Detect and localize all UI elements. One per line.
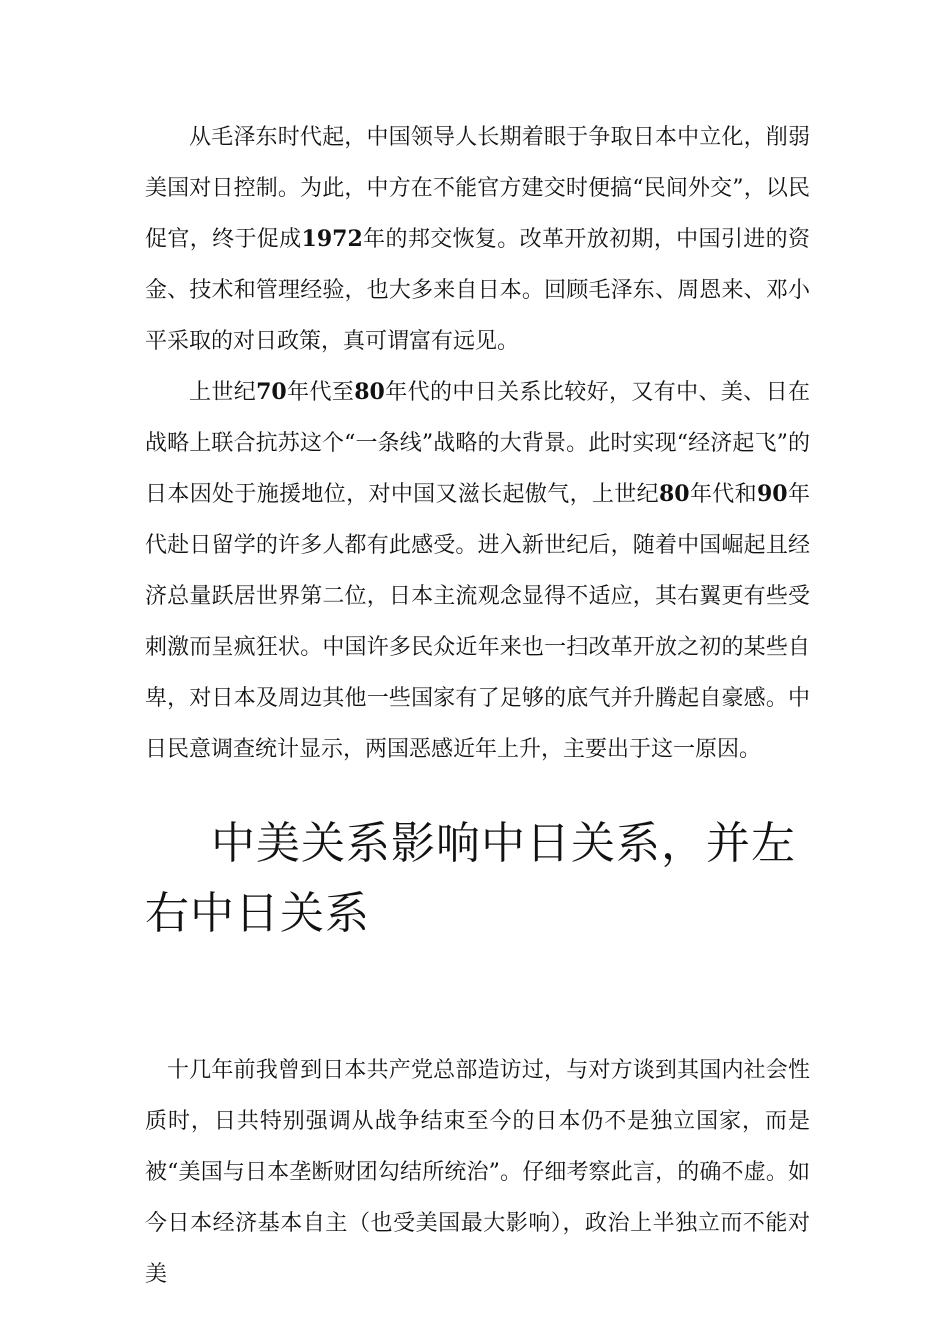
- section-heading: 中美关系影响中日关系，并左右中日关系: [145, 818, 796, 939]
- section-spacer: [145, 949, 810, 1045]
- paragraph-1: 从毛泽东时代起，中国领导人长期着眼于争取日本中立化，削弱美国对日控制。为此，中方在不能官方建交时便搞“民间外交”，以民促官，终于促成1972年的邦交恢复。改革开放初期，中国引进的资金、技术和管理经验，也大多来自日本。回顾毛泽东、周恩来、邓小平采取的对日政策，真可谓富有远见。: [145, 125, 810, 354]
- paragraph-2: 上世纪70年代至80年代的中日关系比较好，又有中、美、日在战略上联合抗苏这个“一条线”战略的大背景。此时实现“经济起飞”的日本因处于施援地位，对中国又滋长起傲气，上世纪80年代和90年代赴日留学的许多人都有此感受。进入新世纪后，随着中国崛起且经济总量跃居世界第二位，日本主流观念显得不适应，其右翼更有些受刺激而呈疯狂状。中国许多民众近年来也一扫改革开放之初的某些自卑，对日本及周边其他一些国家有了足够的底气并升腾起自豪感。中日民意调查统计显示，两国恶感近年上升，主要出于这一原因。: [145, 379, 810, 762]
- paragraph-3: 十几年前我曾到日本共产党总部造访过，与对方谈到其国内社会性质时，日共特别强调从战争结束至今的日本仍不是独立国家，而是被“美国与日本垄断财团勾结所统治”。仔细考察此言，的确不虚。如今日本经济基本自主（也受美国最大影响），政治上半独立而不能对美: [145, 1058, 810, 1287]
- document-body: [145, 112, 810, 1300]
